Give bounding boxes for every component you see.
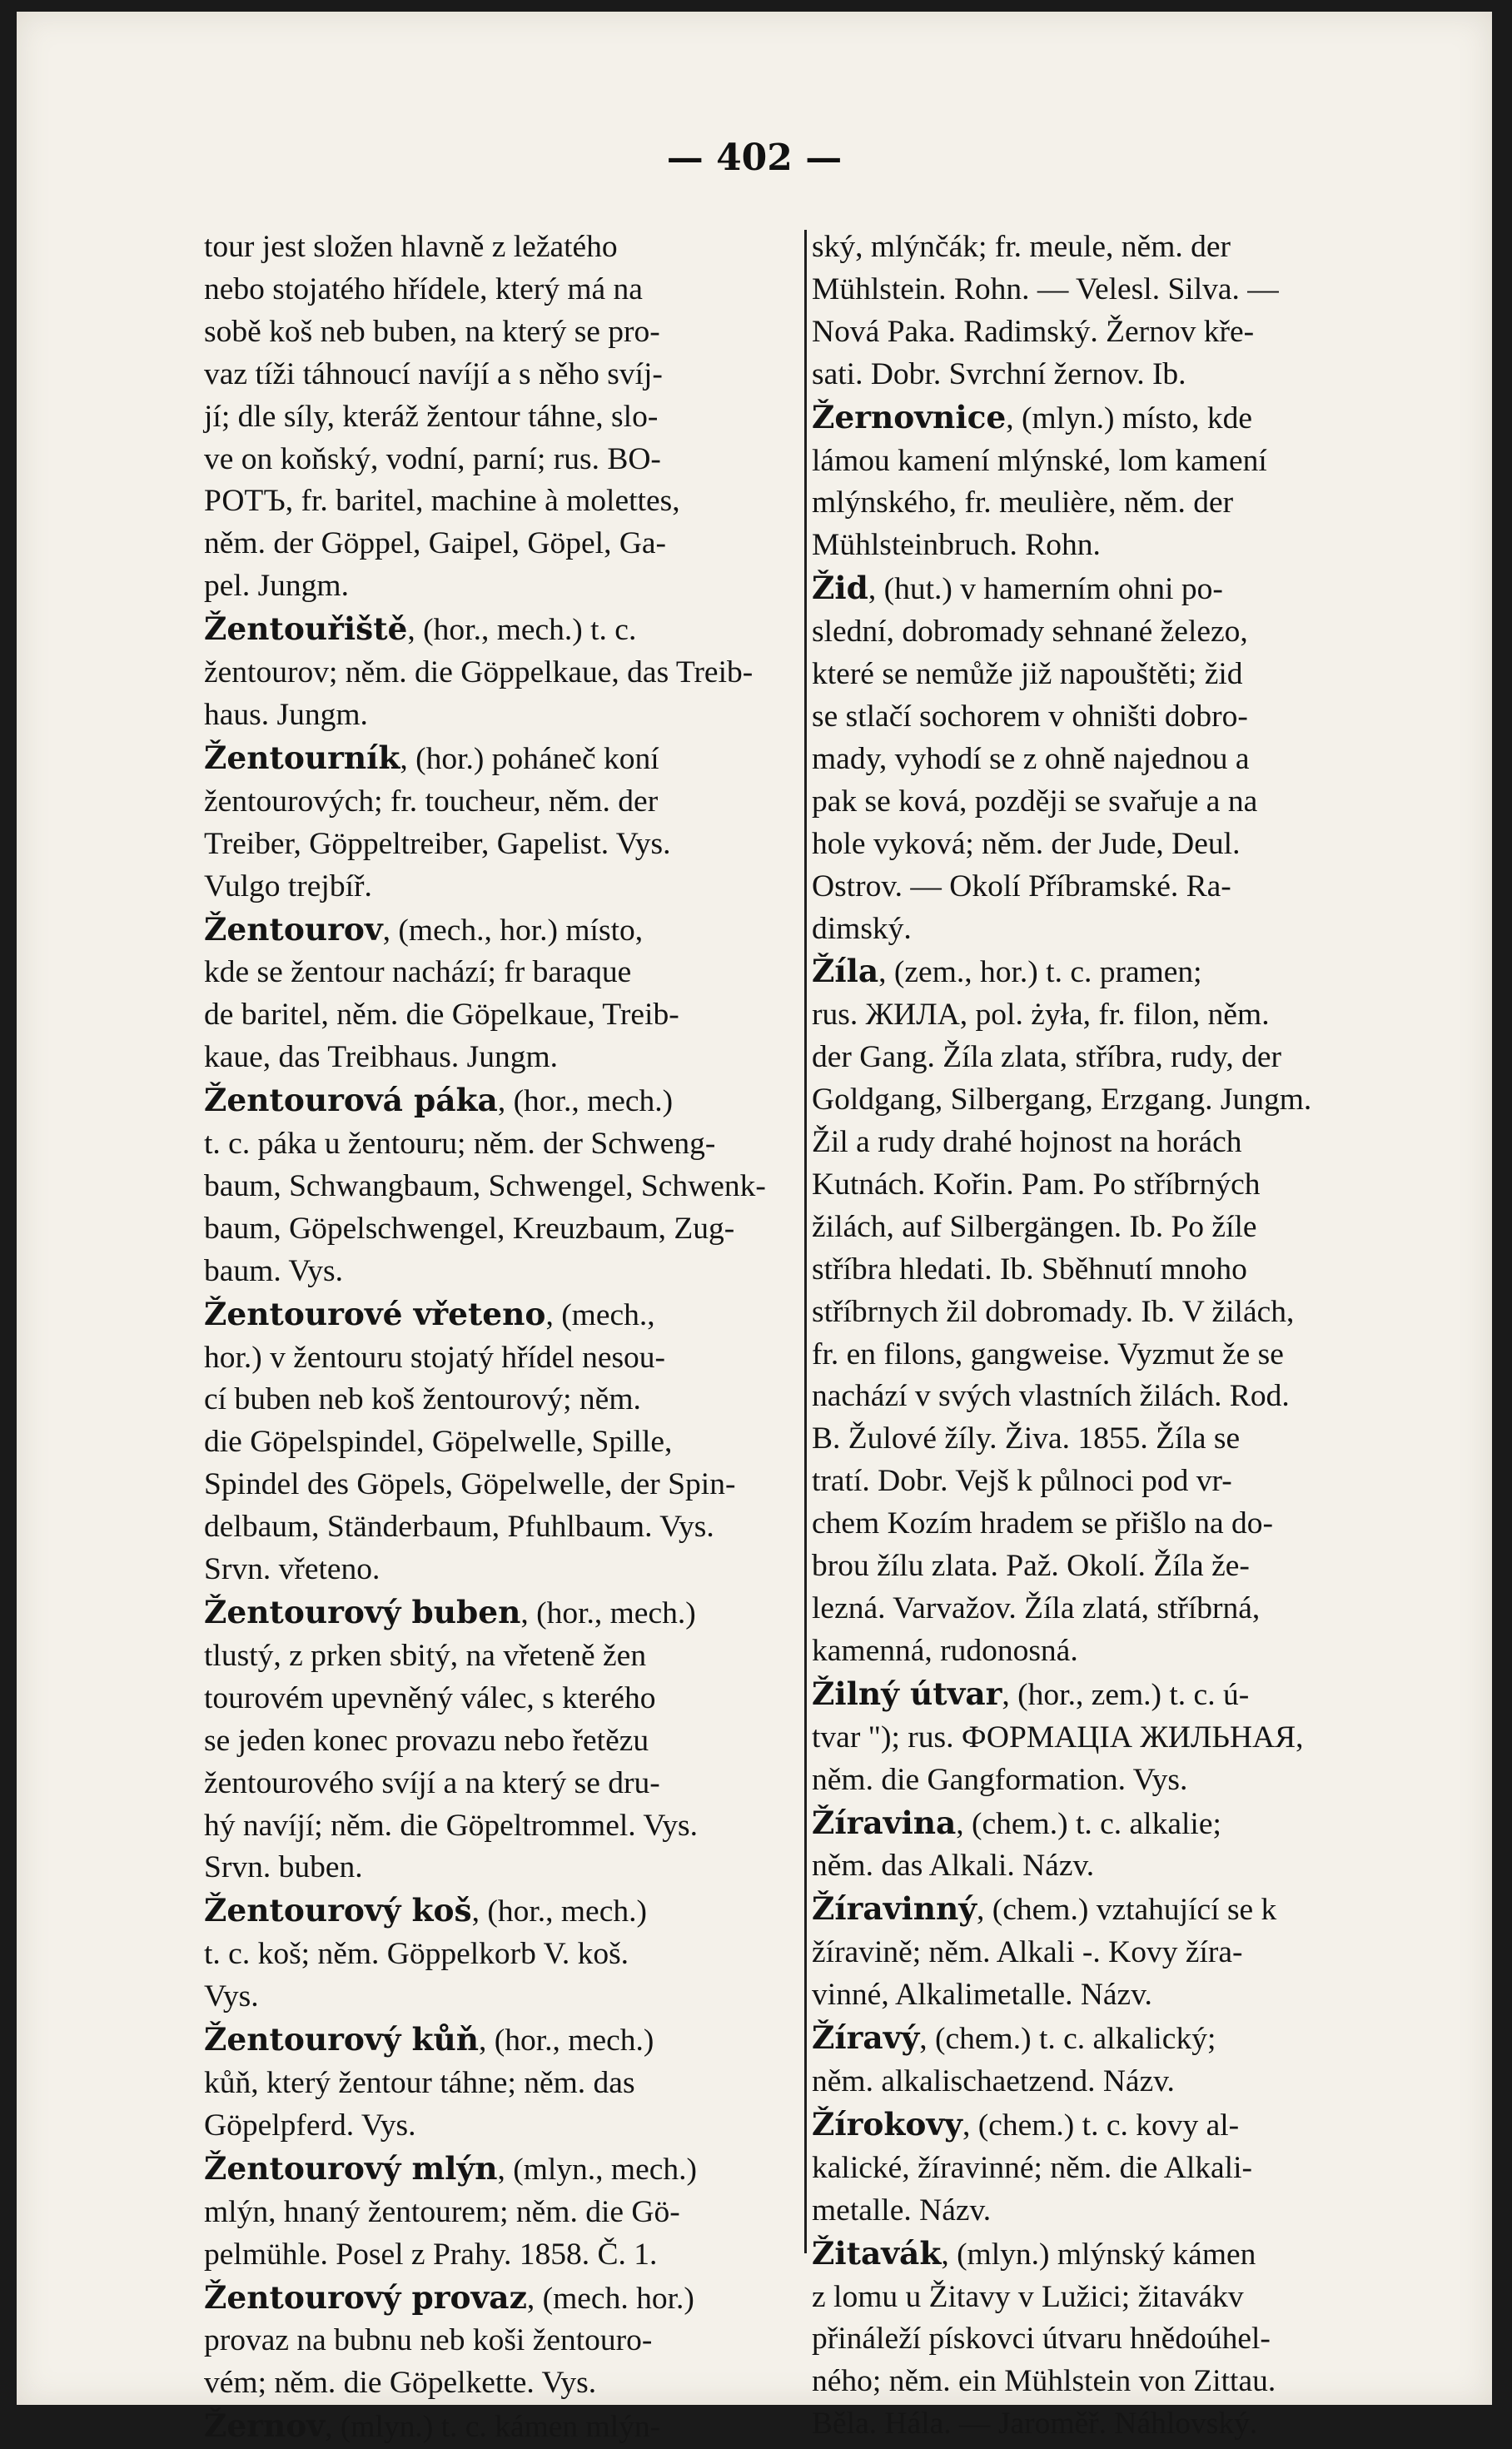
text-line: Žíravinný, (chem.) vztahující se k xyxy=(812,1890,1277,1928)
text-line: ský, mlýnčák; fr. meule, něm. der xyxy=(812,230,1231,264)
text-line: Žentourový buben, (hor., mech.) xyxy=(204,1594,696,1630)
text-line: provaz na bubnu neb koši žentouro- xyxy=(204,2323,653,2358)
text-line: které se nemůže již napouštěti; žid xyxy=(812,657,1243,692)
text-line: sobě koš neb buben, na který se pro- xyxy=(204,314,660,349)
text-line: mlýnského, fr. meulière, něm. der xyxy=(812,485,1234,520)
text-line: z lomu u Žitavy v Lužici; žitavákv xyxy=(812,2279,1244,2314)
text-line: Mühlstein. Rohn. — Velesl. Silva. — xyxy=(812,271,1279,306)
text-line: se jeden konec provazu nebo řetězu xyxy=(204,1723,649,1758)
text-line: Goldgang, Silbergang, Erzgang. Jungm. xyxy=(812,1083,1312,1117)
text-line: Žíravý, (chem.) t. c. alkalický; xyxy=(812,2019,1216,2057)
text-line: cí buben neb koš žentourový; něm. xyxy=(204,1382,641,1417)
text-line: Žíravina, (chem.) t. c. alkalie; xyxy=(812,1804,1221,1841)
text-line: Žid, (hut.) v hamerním ohni po- xyxy=(812,570,1223,607)
text-line: baum. Vys. xyxy=(204,1253,344,1288)
text-line: sati. Dobr. Svrchní žernov. Ib. xyxy=(812,356,1186,391)
text-line: žentourov; něm. die Göppelkaue, das Treib- xyxy=(204,655,754,690)
text-line: žíravině; něm. Alkali -. Kovy žíra- xyxy=(812,1935,1243,1970)
text-line: lámou kamení mlýnské, lom kamení xyxy=(812,443,1267,478)
text-line: Žentourový kůň, (hor., mech.) xyxy=(204,2021,654,2058)
text-line: Kutnách. Kořin. Pam. Po stříbrných xyxy=(812,1167,1261,1202)
text-line: Žentourov, (mech., hor.) místo, xyxy=(204,910,644,948)
text-line: něm. der Göppel, Gaipel, Göpel, Ga- xyxy=(204,526,667,561)
text-line: tlustý, z prken sbitý, na vřeteně žen xyxy=(204,1638,647,1673)
text-line: Žitavák, (mlyn.) mlýnský kámen xyxy=(812,2234,1256,2272)
text-line: tratí. Dobr. Vejš k půlnoci pod vr- xyxy=(812,1464,1232,1499)
headword: Žentourový mlýn xyxy=(204,2149,498,2187)
text-line: de baritel, něm. die Göpelkaue, Treib- xyxy=(204,998,679,1033)
text-line: fr. en filons, gangweise. Vyzmut že se xyxy=(812,1336,1284,1371)
text-line: něm. alkalischaetzend. Názv. xyxy=(812,2063,1175,2098)
page-number: — 402 — xyxy=(666,137,843,179)
headword: Žentourový kůň xyxy=(204,2021,480,2058)
text-line: brou žílu zlata. Paž. Okolí. Žíla že- xyxy=(812,1549,1250,1584)
text-line: nebo stojatého hřídele, který má na xyxy=(204,271,643,306)
text-line: die Göpelspindel, Göpelwelle, Spille, xyxy=(204,1425,673,1460)
text-line: přináleží pískovci útvaru hnědoúhel- xyxy=(812,2322,1271,2357)
text-line: Žilný útvar, (hor., zem.) t. c. ú- xyxy=(812,1675,1250,1712)
text-line: Žentourový provaz, (mech. hor.) xyxy=(204,2278,694,2316)
text-line: baum, Schwangbaum, Schwengel, Schwenk- xyxy=(204,1168,766,1203)
text-line: hole vyková; něm. der Jude, Deul. xyxy=(812,826,1241,861)
text-line: vinné, Alkalimetalle. Názv. xyxy=(812,1978,1152,2013)
text-line: tvar "); rus. ФОРМАЦІА ЖИЛЬНАЯ, xyxy=(812,1720,1304,1755)
text-line: něm. das Alkali. Názv. xyxy=(812,1849,1095,1884)
text-line: ve on koňský, vodní, parní; rus. BO- xyxy=(204,441,661,476)
headword: Žíravina xyxy=(812,1804,957,1841)
text-line: slední, dobromady sehnané železo, xyxy=(812,615,1248,650)
text-line: něm. die Gangformation. Vys. xyxy=(812,1762,1188,1797)
headword: Žíravý xyxy=(812,2019,920,2057)
text-line: chem Kozím hradem se přišlo na do- xyxy=(812,1506,1274,1541)
headword: Žentouřiště xyxy=(204,610,408,648)
text-line: kamenná, rudonosná. xyxy=(812,1633,1078,1668)
left-column xyxy=(204,226,799,2449)
text-line: B. Žulové žíly. Živa. 1855. Žíla se xyxy=(812,1421,1241,1456)
text-line: vaz tíži táhnoucí navíjí a s něho svíj- xyxy=(204,356,663,391)
text-line: metalle. Názv. xyxy=(812,2193,992,2227)
headword: Žentourový provaz xyxy=(204,2278,527,2316)
headword: Žíla xyxy=(812,953,879,990)
text-line: hý navíjí; něm. die Göpeltrommel. Vys. xyxy=(204,1808,698,1843)
text-line: Žentourník, (hor.) poháneč koní xyxy=(204,739,659,776)
text-line: delbaum, Ständerbaum, Pfuhlbaum. Vys. xyxy=(204,1510,714,1545)
text-line: stříbrnych žil dobromady. Ib. V žilách, xyxy=(812,1294,1295,1329)
headword: Žentourník xyxy=(204,739,400,776)
text-line: РОТЪ, fr. baritel, machine à molettes, xyxy=(204,484,680,519)
text-line: ného; něm. ein Mühlstein von Zittau. xyxy=(812,2364,1276,2399)
text-line: Žernovnice, (mlyn.) místo, kde xyxy=(812,398,1253,436)
headword: Žilný útvar xyxy=(812,1675,1002,1712)
headword: Žentourová páka xyxy=(204,1082,498,1119)
headword: Žentourový koš xyxy=(204,1892,472,1929)
text-line: vém; něm. die Göpelkette. Vys. xyxy=(204,2366,597,2401)
text-line: kalické, žíravinné; něm. die Alkali- xyxy=(812,2150,1252,2185)
text-line: Žernov, (mlyn.) t. c. kámen mlýn- xyxy=(204,2407,661,2445)
text-line: žentourového svíjí a na který se dru- xyxy=(204,1765,660,1800)
headword: Žírokovy xyxy=(812,2105,962,2143)
text-line: baum, Göpelschwengel, Kreuzbaum, Zug- xyxy=(204,1211,735,1246)
text-line: Vys. xyxy=(204,1979,259,2014)
text-line: Mühlsteinbruch. Rohn. xyxy=(812,528,1101,563)
text-line: Vulgo trejbíř. xyxy=(204,869,372,903)
text-line: kůň, který žentour táhne; něm. das xyxy=(204,2065,635,2100)
text-line: Spindel des Göpels, Göpelwelle, der Spin- xyxy=(204,1467,736,1502)
headword: Žíravinný xyxy=(812,1890,977,1928)
scanned-page xyxy=(17,12,1492,2445)
text-line: pel. Jungm. xyxy=(204,569,349,604)
text-line: kaue, das Treibhaus. Jungm. xyxy=(204,1040,558,1075)
headword: Žernov xyxy=(204,2407,326,2445)
text-line: Žentourový mlýn, (mlyn., mech.) xyxy=(204,2149,698,2187)
text-line: pelmühle. Posel z Prahy. 1858. Č. 1. xyxy=(204,2237,658,2272)
text-line: žilách, auf Silbergängen. Ib. Po žíle xyxy=(812,1209,1257,1244)
headword: Žentourov xyxy=(204,910,383,948)
text-line: Žentourová páka, (hor., mech.) xyxy=(204,1082,674,1119)
text-line: Treiber, Göppeltreiber, Gapelist. Vys. xyxy=(204,826,671,861)
text-line: stříbra hledati. Ib. Sběhnutí mnoho xyxy=(812,1252,1247,1287)
text-line: Žentourové vřeteno, (mech., xyxy=(204,1295,655,1332)
text-line: Žentourový koš, (hor., mech.) xyxy=(204,1892,647,1929)
text-line: lezná. Varvažov. Žíla zlatá, stříbrná, xyxy=(812,1591,1261,1625)
text-line: Běla. Hála. — Jaroměř. Náhlovský. xyxy=(812,2407,1258,2442)
text-line: žentourových; fr. toucheur, něm. der xyxy=(204,784,659,819)
right-column xyxy=(812,226,1395,2446)
text-line: nachází v svých vlastních žilách. Rod. xyxy=(812,1379,1290,1414)
text-line: Žil a rudy drahé hojnost na horách xyxy=(812,1125,1242,1160)
text-line: pak se ková, později se svařuje a na xyxy=(812,784,1258,819)
text-line: tour jest složen hlavně z ležatého xyxy=(204,230,618,264)
text-line: Žentouřiště, (hor., mech.) t. c. xyxy=(204,610,637,648)
text-line: mlýn, hnaný žentourem; něm. die Gö- xyxy=(204,2194,680,2229)
text-line: Žírokovy, (chem.) t. c. kovy al- xyxy=(812,2105,1240,2143)
text-line: Žíla, (zem., hor.) t. c. pramen; xyxy=(812,953,1202,990)
headword: Žernovnice xyxy=(812,398,1007,436)
text-line: haus. Jungm. xyxy=(204,697,368,732)
headword: Žentourový buben xyxy=(204,1594,521,1630)
text-line: tourovém upevněný válec, s kterého xyxy=(204,1680,656,1715)
text-line: Srvn. vřeteno. xyxy=(204,1552,380,1587)
text-line: Srvn. buben. xyxy=(204,1850,363,1885)
text-line: t. c. páka u žentouru; něm. der Schweng- xyxy=(204,1127,716,1162)
text-line: dimský. xyxy=(812,911,912,946)
text-line: kde se žentour nachází; fr baraque xyxy=(204,955,632,990)
column-divider xyxy=(804,230,807,2253)
headword: Žid xyxy=(812,570,868,607)
headword: Žentourové vřeteno xyxy=(204,1295,546,1332)
text-line: Ostrov. — Okolí Příbramské. Ra- xyxy=(812,869,1231,903)
text-line: rus. ЖИЛА, pol. żyła, fr. filon, něm. xyxy=(812,998,1270,1033)
text-line: hor.) v žentouru stojatý hřídel nesou- xyxy=(204,1340,666,1375)
text-line: der Gang. Žíla zlata, stříbra, rudy, der xyxy=(812,1040,1282,1075)
text-line: mady, vyhodí se z ohně najednou a xyxy=(812,741,1250,776)
text-line: se stlačí sochorem v ohništi dobro- xyxy=(812,699,1248,734)
headword: Žitavák xyxy=(812,2234,942,2272)
text-line: jí; dle síly, kteráž žentour táhne, slo- xyxy=(204,399,659,434)
text-line: t. c. koš; něm. Göppelkorb V. koš. xyxy=(204,1937,629,1972)
text-line: Göpelpferd. Vys. xyxy=(204,2108,416,2143)
text-line: Nová Paka. Radimský. Žernov kře- xyxy=(812,314,1255,349)
